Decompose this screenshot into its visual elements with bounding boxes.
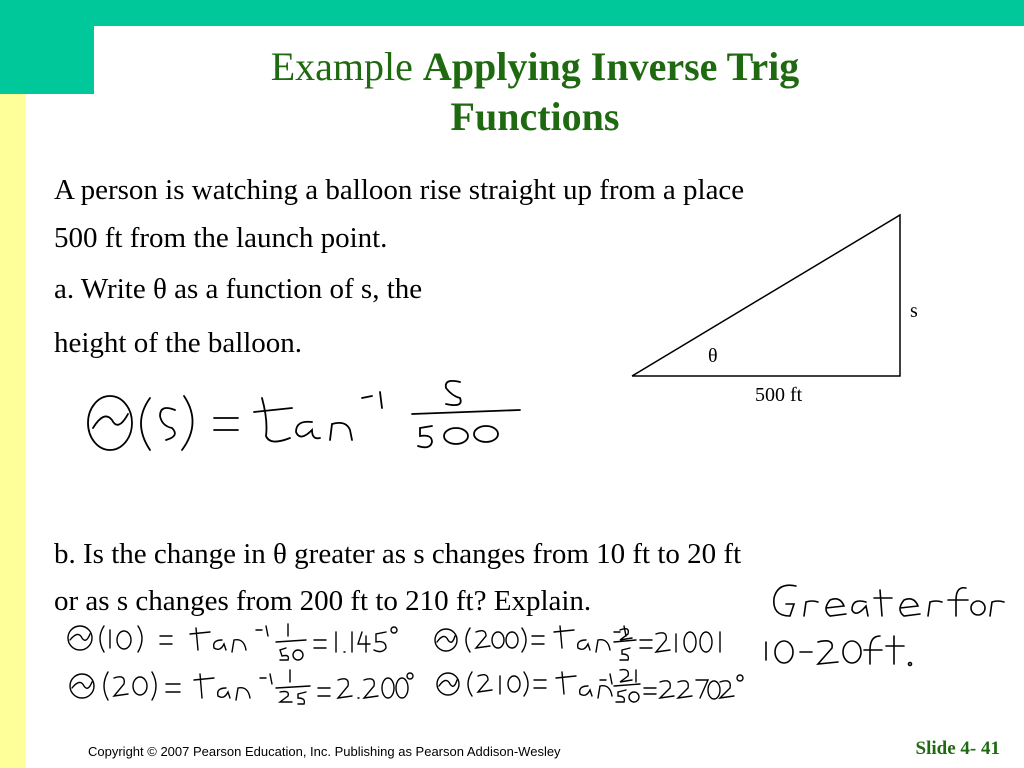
part-b-line2: or as s changes from 200 ft to 210 ft? Explain. [54,585,592,617]
part-a-line2: height of the balloon. [54,327,303,359]
slide-number: Slide 4- 41 [915,738,1000,759]
angle-label-theta: θ [708,345,718,367]
part-a-line1: a. Write θ as a function of s, the [54,273,423,305]
title-main-line2: Functions [450,94,620,139]
side-label-s: s [910,300,918,322]
problem-statement-line2: 500 ft from the launch point. [54,222,388,254]
copyright-footer: Copyright © 2007 Pearson Education, Inc. Publishing as Pearson Addison-Wesley [88,744,561,759]
problem-statement-line1: A person is watching a balloon rise straight up from a place [54,174,745,206]
part-b-line1: b. Is the change in θ greater as s changes from 10 ft to 20 ft [54,538,742,570]
title-main: Applying Inverse Trig [422,44,800,89]
base-label: 500 ft [755,384,803,406]
title-prefix: Example [270,44,413,89]
